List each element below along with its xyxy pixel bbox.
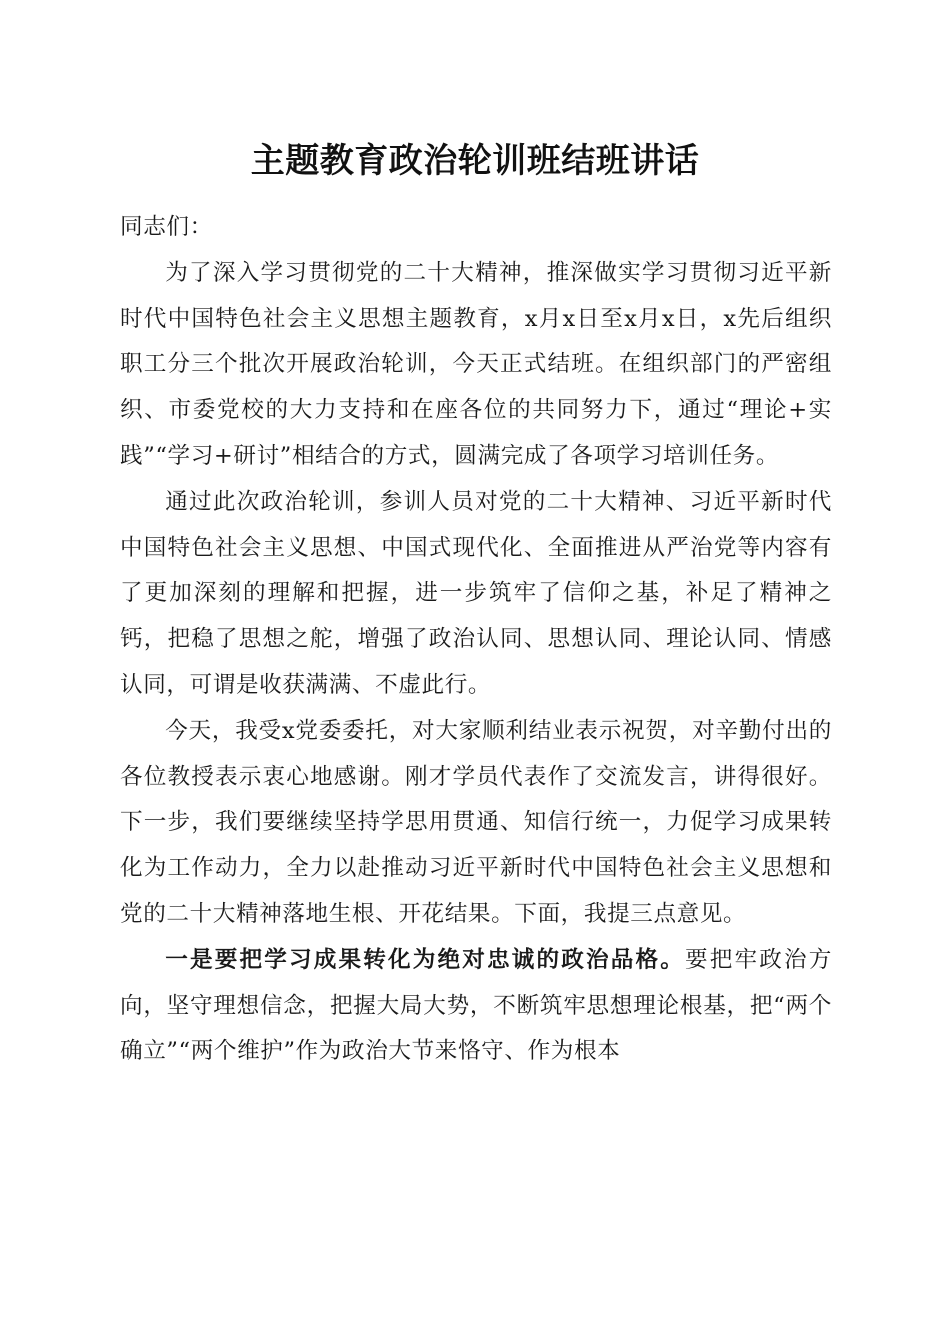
paragraph-1-text: 为了深入学习贯彻党的二十大精神，推深做实学习贯彻习近平新时代中国特色社会主义思想主题教育，x月x日至x月x日，x先后组织职工分三个批次开展政治轮训，今天正式结班。在组织部门的严密组织、市委党校的大力支持和在座各位的共同努力下，通过“理论+实践”“学习+研讨”相结合的方式，圆满完成了各项学习培训任务。 bbox=[120, 259, 832, 469]
paragraph-2-text: 通过此次政治轮训，参训人员对党的二十大精神、习近平新时代中国特色社会主义思想、中国式现代化、全面推进从严治党等内容有了更加深刻的理解和把握，进一步筑牢了信仰之基，补足了精神之钙，把稳了思想之舵，增强了政治认同、思想认同、理论认同、情感认同，可谓是收获满满、不虚此行。 bbox=[120, 488, 832, 698]
paragraph-4-text: 要把牢政治方向，坚守理想信念，把握大局大势，不断筑牢思想理论根基，把“两个确立”“两个维护”作为政治大节来恪守、作为根本 bbox=[120, 946, 832, 1065]
paragraph-4-lead: 一是要把学习成果转化为绝对忠诚的政治品格。 bbox=[165, 946, 686, 973]
paragraph-4 bbox=[120, 938, 832, 1075]
paragraph-1 bbox=[120, 251, 832, 480]
salutation: 同志们： bbox=[120, 214, 213, 240]
document-title: 主题教育政治轮训班结班讲话 bbox=[250, 141, 700, 181]
paragraph-2 bbox=[120, 480, 832, 709]
document-body bbox=[120, 205, 832, 1075]
paragraph-3-text: 今天，我受x党委委托，对大家顺利结业表示祝贺，对辛勤付出的各位教授表示衷心地感谢。刚才学员代表作了交流发言，讲得很好。下一步，我们要继续坚持学思用贯通、知信行统一，力促学习成果转化为工作动力，全力以赴推动习近平新时代中国特色社会主义思想和党的二十大精神落地生根、开花结果。下面，我提三点意见。 bbox=[120, 717, 832, 927]
paragraph-3 bbox=[120, 709, 832, 938]
